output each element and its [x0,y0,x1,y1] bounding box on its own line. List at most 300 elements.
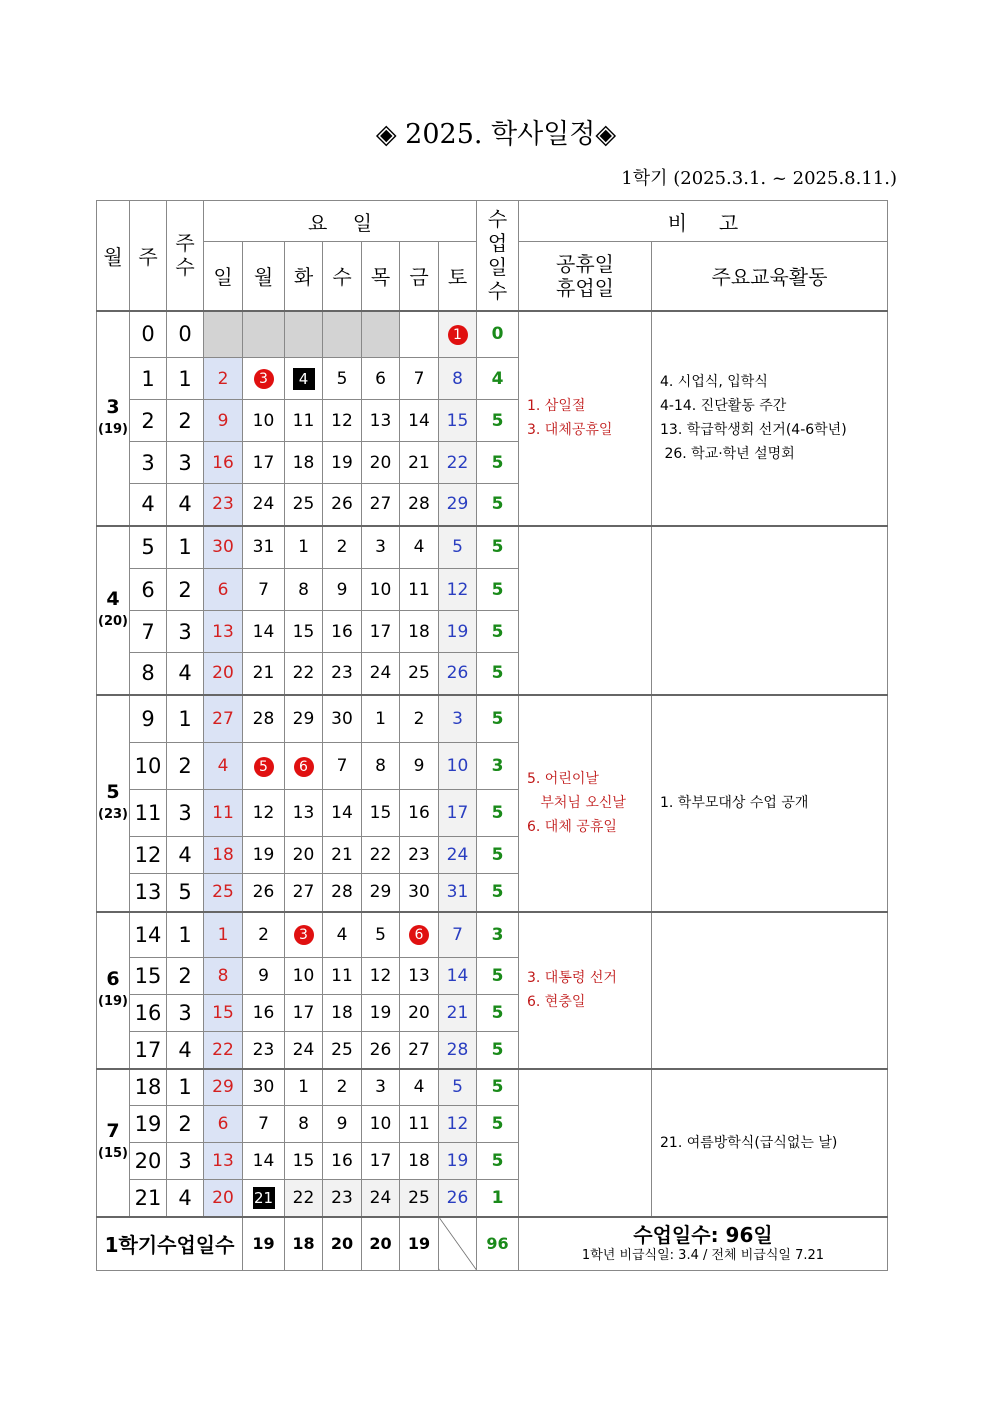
day-number: 4 [336,924,348,945]
day-number: 13 [212,621,234,642]
month-number: 7 [106,1120,120,1142]
day-number: 5 [452,1077,463,1098]
day-cell [362,526,400,569]
day-cell [362,1106,400,1143]
day-number: 8 [298,579,309,600]
day-number: 29 [212,1077,234,1098]
day-cell [439,912,477,958]
day-number: 1 [375,708,386,729]
day-number: 14 [252,621,275,642]
header-week-number-line2: 수 [175,255,195,280]
header-remarks: 비 고 [519,201,888,242]
meal-note: 1학년 비급식일: 3.4 / 전체 비급식일 7.21 [581,1247,825,1263]
day-cell [204,442,243,484]
header-holidays-line1: 공휴일 [556,251,614,276]
day-number: 28 [446,1039,469,1060]
day-number: 7 [336,756,348,776]
week-in-month: 1 [167,912,204,958]
day-number: 21 [446,1003,469,1023]
day-number: 16 [252,1003,275,1023]
holiday-marker: 5 [254,757,274,777]
school-day-count: 1 [477,1180,519,1217]
header-sun: 일 [204,242,243,311]
day-cell [400,1032,439,1069]
week-number: 17 [130,1032,167,1069]
day-number: 23 [252,1039,275,1060]
day-cell [243,1180,285,1217]
day-cell [323,743,362,790]
month-cell [97,526,130,695]
day-cell [439,1143,477,1180]
day-number: 26 [331,494,353,515]
day-cell [285,958,323,995]
school-day-count: 5 [477,1069,519,1106]
day-number: 2 [258,924,269,945]
day-cell [285,995,323,1032]
header-week-number-line1: 주 [175,231,195,256]
day-cell [323,526,362,569]
week-number: 14 [130,912,167,958]
day-number: 9 [413,756,425,776]
week-number: 13 [130,874,167,912]
day-number: 4 [413,537,425,558]
day-number: 14 [408,410,430,431]
day-cell [439,874,477,912]
day-cell [285,1032,323,1069]
day-cell [400,526,439,569]
weekday-total: 20 [323,1217,362,1271]
day-number: 30 [252,1077,275,1098]
activity-note: 4-14. 진단활동 주간 [660,398,787,414]
week-number: 12 [130,837,167,874]
day-number: 19 [252,845,275,865]
day-number: 15 [292,621,315,642]
header-week: 주 [130,201,167,311]
week-in-month: 4 [167,837,204,874]
school-day-count: 5 [477,400,519,442]
week-in-month: 4 [167,484,204,526]
day-cell [323,653,362,695]
day-number: 7 [452,924,463,945]
day-number: 11 [331,966,353,986]
day-number: 19 [446,1151,469,1171]
school-day-count: 5 [477,442,519,484]
day-number: 27 [369,494,392,515]
day-number: 15 [446,410,469,431]
day-cell [204,526,243,569]
day-number: 23 [331,663,353,684]
day-cell [204,1180,243,1217]
day-cell [362,400,400,442]
day-number: 25 [408,663,430,684]
day-cell [400,995,439,1032]
day-cell [400,358,439,400]
weekday-total: 19 [400,1217,439,1271]
day-cell [362,958,400,995]
header-thu: 목 [362,242,400,311]
day-cell [439,442,477,484]
month-day-total: (19) [98,993,128,1009]
week-in-month: 3 [167,1143,204,1180]
month-number: 4 [106,587,120,610]
day-number: 23 [331,1187,353,1208]
week-in-month: 1 [167,526,204,569]
day-number: 8 [452,368,463,389]
day-number: 4 [217,756,229,776]
week-number: 11 [130,790,167,837]
day-cell [285,1143,323,1180]
day-cell [243,311,285,358]
day-cell [400,653,439,695]
school-day-count: 5 [477,790,519,837]
day-number: 25 [408,1187,430,1208]
day-cell [285,837,323,874]
day-number: 12 [369,966,392,986]
day-number: 31 [252,537,275,558]
day-number: 4 [413,1077,425,1098]
day-cell [439,311,477,358]
school-day-count: 5 [477,837,519,874]
week-in-month: 4 [167,653,204,695]
day-cell [204,484,243,526]
day-cell [400,611,439,653]
school-day-count: 5 [477,611,519,653]
day-number: 26 [446,663,469,684]
day-number: 29 [369,882,392,903]
day-cell [243,874,285,912]
day-cell [400,400,439,442]
week-number: 2 [130,400,167,442]
holiday-notes [519,695,652,912]
header-sat: 토 [439,242,477,311]
day-number: 7 [258,1114,269,1134]
school-day-count: 0 [477,311,519,358]
day-number: 23 [408,845,430,865]
day-number: 9 [336,1114,348,1134]
activity-notes [652,912,888,1069]
day-cell [362,1032,400,1069]
day-number: 7 [258,579,269,600]
month-cell [97,1069,130,1217]
day-cell [243,569,285,611]
day-number: 28 [331,882,353,903]
day-number: 5 [375,924,386,945]
day-number: 26 [369,1039,392,1060]
day-number: 12 [446,1114,469,1134]
day-cell [243,837,285,874]
day-cell [362,311,400,358]
month-cell [97,311,130,526]
day-number: 20 [292,845,315,865]
special-day-marker: 21 [253,1188,274,1207]
school-day-count: 5 [477,695,519,743]
day-cell [243,442,285,484]
day-number: 22 [369,845,392,865]
header-weekdays-group: 요 일 [204,201,477,242]
day-cell [285,695,323,743]
week-in-month: 2 [167,569,204,611]
header-week-number [167,201,204,311]
header-school-days-4: 수 [487,279,508,304]
header-school-days-2: 업 [487,231,508,256]
day-cell [439,958,477,995]
day-cell [323,484,362,526]
day-number: 16 [331,1151,353,1171]
day-cell [323,611,362,653]
day-number: 17 [292,1003,315,1023]
day-cell [362,358,400,400]
day-cell [285,311,323,358]
header-mon: 월 [243,242,285,311]
calendar-table [96,200,888,1271]
day-number: 14 [252,1151,275,1171]
grand-total: 96 [477,1217,519,1271]
weekday-total: 19 [243,1217,285,1271]
day-number: 10 [446,756,469,776]
day-number: 8 [375,756,386,776]
day-number: 20 [212,663,234,684]
month-day-total: (15) [98,1146,128,1161]
day-cell [323,790,362,837]
day-number: 11 [292,410,315,431]
day-number: 9 [217,410,229,431]
school-day-count: 5 [477,874,519,912]
day-cell [400,569,439,611]
day-number: 24 [446,845,469,865]
day-cell [362,743,400,790]
day-cell [323,311,362,358]
day-number: 17 [369,621,392,642]
day-number: 10 [252,410,275,431]
day-number: 30 [212,537,234,558]
day-number: 2 [217,368,229,389]
day-number: 18 [331,1003,353,1023]
week-number: 8 [130,653,167,695]
day-number: 18 [408,1151,430,1171]
week-in-month: 3 [167,442,204,484]
day-number: 21 [331,845,353,865]
month-cell [97,695,130,912]
header-fri: 금 [400,242,439,311]
special-day-marker: 4 [293,368,315,390]
school-day-count: 5 [477,484,519,526]
day-cell [243,912,285,958]
day-number: 6 [217,579,229,600]
day-cell [243,1106,285,1143]
week-number: 7 [130,611,167,653]
week-number: 9 [130,695,167,743]
week-in-month: 1 [167,1069,204,1106]
holiday-note: 1. 삼일절 [527,398,586,414]
month-number: 6 [106,967,120,990]
day-number: 5 [452,537,463,558]
day-cell [243,400,285,442]
day-number: 15 [369,803,392,823]
day-number: 11 [408,1114,430,1134]
header-tue: 화 [285,242,323,311]
day-cell [362,837,400,874]
day-cell [204,611,243,653]
holiday-note: 3. 대통령 선거 [527,970,617,986]
day-number: 16 [331,621,353,642]
day-cell [204,569,243,611]
week-number: 15 [130,958,167,995]
day-number: 17 [252,452,275,473]
day-number: 24 [369,1187,392,1208]
day-cell [323,400,362,442]
day-number: 18 [408,621,430,642]
day-number: 15 [292,1151,315,1171]
school-day-count: 5 [477,526,519,569]
day-number: 18 [212,845,234,865]
day-number: 21 [408,452,430,473]
week-in-month: 2 [167,1106,204,1143]
day-cell [243,484,285,526]
school-day-count: 5 [477,995,519,1032]
day-cell [243,743,285,790]
day-number: 2 [336,537,348,558]
day-number: 22 [212,1039,234,1060]
activity-note: 26. 학교·학년 설명회 [660,446,795,462]
day-cell [243,995,285,1032]
week-in-month: 2 [167,400,204,442]
day-cell [323,695,362,743]
day-cell [439,1106,477,1143]
day-cell [362,1180,400,1217]
day-cell [243,653,285,695]
day-number: 25 [212,882,234,903]
day-cell [285,1180,323,1217]
day-cell [323,1180,362,1217]
holiday-marker: 3 [254,369,274,389]
day-number: 29 [292,708,315,729]
week-number: 0 [130,311,167,358]
holiday-marker: 1 [448,325,468,345]
day-cell [362,790,400,837]
day-number: 9 [336,579,348,600]
holiday-note: 6. 대체 공휴일 [527,819,617,835]
holiday-note: 3. 대체공휴일 [527,422,613,438]
day-cell [362,611,400,653]
day-cell [285,790,323,837]
day-number: 1 [298,1077,309,1098]
activity-notes [652,1069,888,1217]
day-number: 29 [446,494,469,515]
month-day-total: (23) [98,806,128,822]
weekday-total: 20 [362,1217,400,1271]
day-number: 15 [212,1003,234,1023]
week-in-month: 2 [167,743,204,790]
header-activities: 주요교육활동 [652,242,888,311]
day-cell [285,484,323,526]
school-day-count: 5 [477,1106,519,1143]
week-number: 4 [130,484,167,526]
week-number: 1 [130,358,167,400]
day-cell [285,400,323,442]
semester-total-label: 1학기수업일수 [97,1217,243,1271]
day-number: 9 [258,966,269,986]
day-cell [439,611,477,653]
week-in-month: 4 [167,1180,204,1217]
week-in-month: 4 [167,1032,204,1069]
day-cell [362,1069,400,1106]
day-cell [439,1069,477,1106]
day-cell [362,874,400,912]
week-in-month: 3 [167,611,204,653]
day-number: 2 [413,708,425,729]
holiday-marker: 6 [294,757,314,777]
header-school-days [477,201,519,311]
holiday-note: 부처님 오신날 [527,795,626,811]
school-day-count: 5 [477,1032,519,1069]
day-cell [285,442,323,484]
week-number: 5 [130,526,167,569]
day-number: 13 [369,410,392,431]
day-cell [439,790,477,837]
day-number: 20 [369,452,392,473]
day-number: 28 [408,494,430,515]
day-cell [204,912,243,958]
day-cell [285,1069,323,1106]
day-cell [243,526,285,569]
day-cell [285,874,323,912]
day-cell [400,1180,439,1217]
day-number: 3 [375,537,386,558]
day-cell [204,653,243,695]
day-cell [204,874,243,912]
day-cell [323,837,362,874]
day-cell [243,958,285,995]
day-cell [362,1143,400,1180]
day-number: 6 [217,1114,229,1134]
day-number: 14 [446,966,469,986]
holiday-marker: 6 [409,925,429,945]
day-cell [323,569,362,611]
day-cell [439,743,477,790]
week-in-month: 3 [167,790,204,837]
day-cell [243,1143,285,1180]
day-number: 20 [408,1003,430,1023]
activity-note: 13. 학급학생회 선거(4-6학년) [660,422,847,438]
header-school-days-3: 일 [487,255,508,280]
day-number: 19 [446,621,469,642]
day-number: 25 [331,1039,353,1060]
school-day-count: 5 [477,653,519,695]
activity-notes [652,695,888,912]
school-day-count: 5 [477,958,519,995]
day-cell [400,790,439,837]
day-number: 31 [446,882,469,903]
day-cell [439,358,477,400]
day-number: 10 [369,579,392,600]
day-number: 13 [212,1151,234,1171]
day-cell [323,358,362,400]
day-number: 16 [212,452,234,473]
day-cell [204,958,243,995]
holiday-marker: 3 [294,925,314,945]
week-number: 18 [130,1069,167,1106]
day-number: 17 [446,803,469,823]
semester-period: 1학기 (2025.3.1. ~ 2025.8.11.) [621,168,897,189]
activity-note: 4. 시업식, 입학식 [660,374,768,390]
day-cell [400,1069,439,1106]
day-number: 22 [446,452,469,473]
week-in-month: 0 [167,311,204,358]
day-cell [204,837,243,874]
week-in-month: 1 [167,358,204,400]
summary-days: 수업일수: 96일 [633,1222,773,1247]
activity-notes [652,526,888,695]
